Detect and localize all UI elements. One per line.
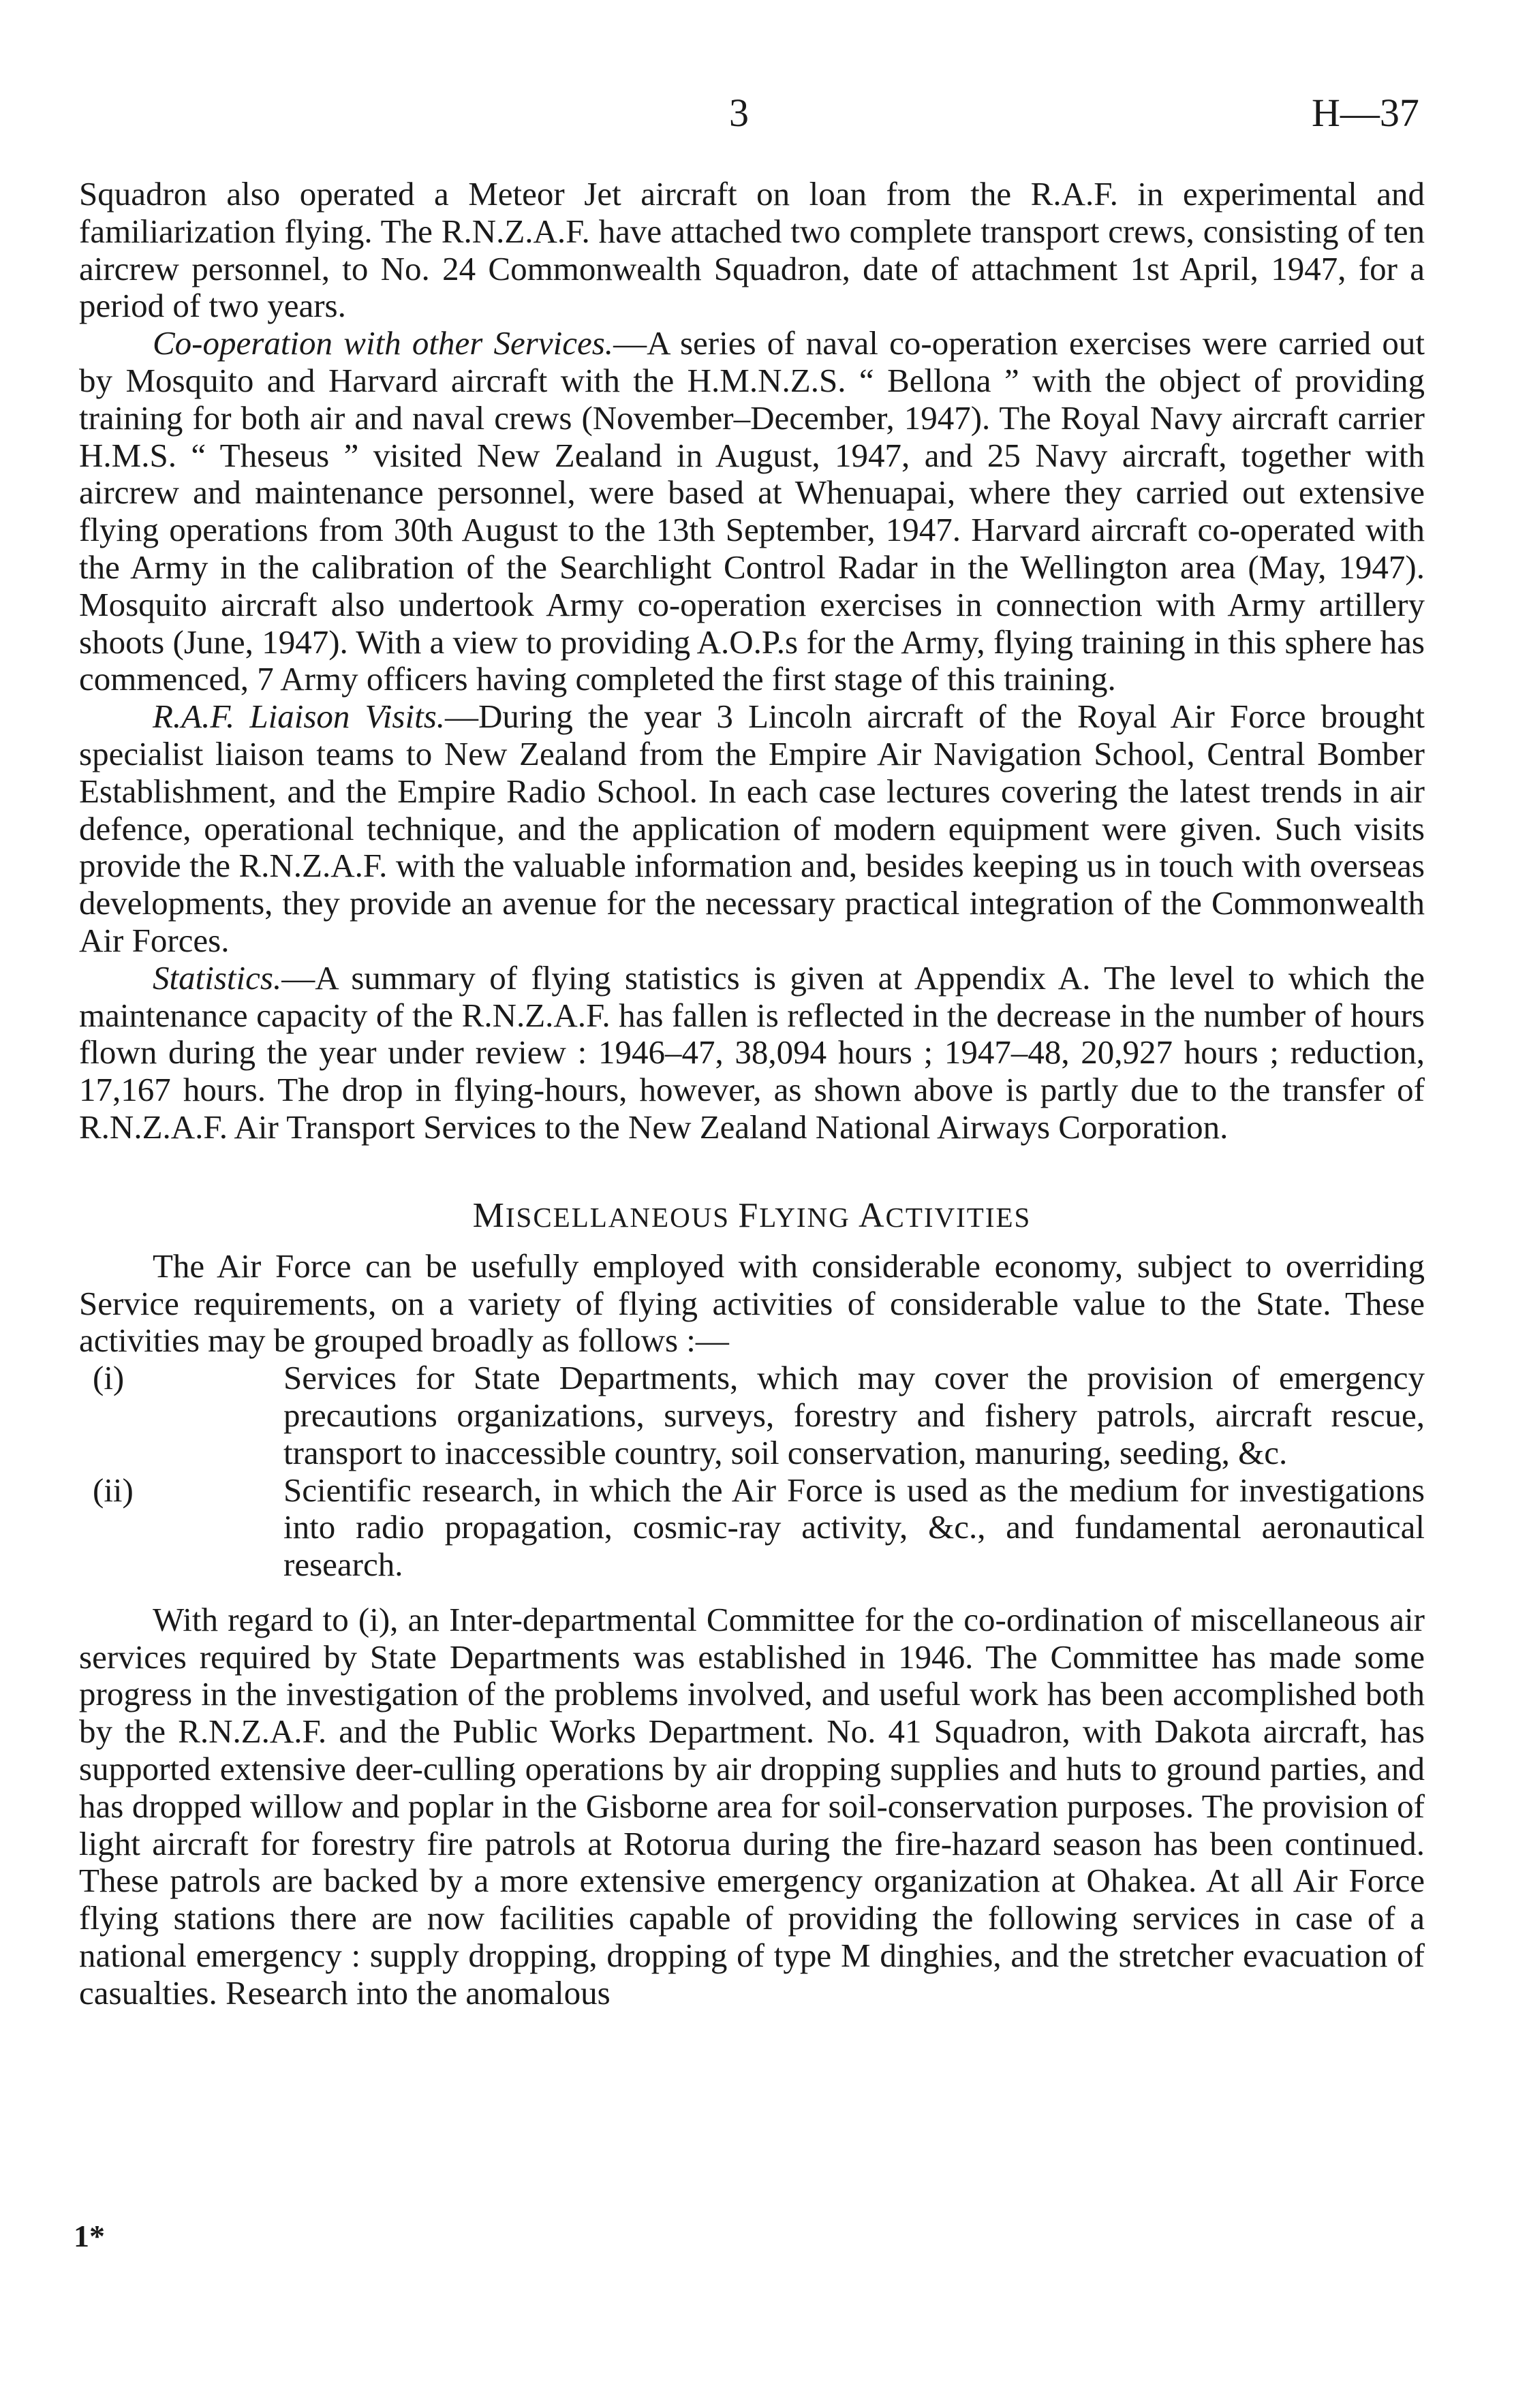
page-number: 3 [729, 91, 749, 135]
paragraph-cooperation-title: Co-operation with other Services. [153, 324, 614, 362]
paragraph-raf-liaison-title: R.A.F. Liaison Visits. [153, 698, 446, 736]
section-heading [79, 1197, 1425, 1236]
signature-mark: 1* [74, 2219, 105, 2253]
paragraph-raf-liaison [79, 698, 1425, 960]
paragraph-committee: With regard to (i), an Inter-departmental Committee for the co-ordination of miscellaneous air services required by State Departments was established in 1946. The Committee has made some progress in the investigation of the problems involved, and useful work has been accomplished both by the R.N.Z.A.F. and the Public Works Department. No. 41 Squadron, with Dakota aircraft, has supported extensive deer-culling operations by air dropping supplies and huts to ground parties, and has dropped willow and poplar in the Gisborne area for soil-conservation purposes. The provision of light aircraft for forestry fire patrols at Rotorua during the fire-hazard season has been continued. These patrols are backed by a more extensive emergency organization at Ohakea. At all Air Force flying stations there are now facilities capable of providing the following services in case of a national emergency : supply dropping, dropping of type M dinghies, and the stretcher evacuation of casualties. Research into the anomalous [79, 1600, 1425, 2012]
paragraph-statistics-text: —A summary of flying statistics is given at Appendix A. The level to which the maintenance capacity of the R.N.Z.A.F. has fallen is reflected in the decrease in the number of hours flown during the year under review : 1946–47, 38,094 hours ; 1947–48, 20,927 hours ; reduction, 17,167 hours. The drop in flying-hours, however, as shown above is partly due to the transfer of R.N.Z.A.F. Air Transport Services to the New Zealand National Airways Corporation. [79, 958, 1425, 1146]
paragraph-statistics [79, 960, 1425, 1146]
paragraph-cooperation-text: —A series of naval co-operation exercises were carried out by Mosquito and Harvard aircraft with the H.M.N.Z.S. “ Bellona ” with the object of providing training for both air and naval crews (November–December, 1947). The Royal Navy aircraft carrier H.M.S. “ Theseus ” visited New Zealand in August, 1947, and 25 Navy aircraft, together with aircrew and maintenance personnel, were based at Whenuapai, where they carried out extensive flying operations from 30th August to the 13th September, 1947. Harvard aircraft co-operated with the Army in the calibration of the Searchlight Control Radar in the Wellington area (May, 1947). Mosquito aircraft also undertook Army co-operation exercises in connection with Army artillery shoots (June, 1947). With a view to providing A.O.P.s for the Army, flying training in this sphere has commenced, 7 Army officers having completed the first stage of this training. [79, 324, 1425, 698]
list-item: (i) Services for State Departments, which may cover the provision of emergency precautions organizations, surveys, forestry and fishery patrols, aircraft rescue, transport to inaccessible country, soil conservation, manuring, seeding, &c. [93, 1359, 1425, 1471]
section-intro: The Air Force can be usefully employed with considerable economy, subject to overriding Service requirements, on a variety of flying activities of considerable value to the State. These activities may be grouped broadly as follows :— [79, 1247, 1425, 1360]
list-item: (ii) Scientific research, in which the Air Force is used as the medium for investigations into radio propagation, cosmic-ray activity, &c., and fundamental aeronautical research. [93, 1471, 1425, 1584]
list-item-text: Services for State Departments, which may cover the provision of emergency precautions organizations, surveys, forestry and fishery patrols, aircraft rescue, transport to inaccessible country, soil conservation, manuring, seeding, &c. [283, 1359, 1425, 1471]
paragraph-raf-liaison-text: —During the year 3 Lincoln aircraft of the Royal Air Force brought specialist liaison teams to New Zealand from the Empire Air Navigation School, Central Bomber Establishment, and the Empire Radio School. In each case lectures covering the latest trends in air defence, operational technique, and the application of modern equipment were given. Such visits provide the R.N.Z.A.F. with the valuable information and, besides keeping us in touch with overseas developments, they provide an avenue for the necessary practical integration of the Commonwealth Air Forces. [79, 698, 1425, 959]
body-text [79, 176, 1425, 2012]
document-reference: H—37 [1312, 91, 1419, 135]
paragraph-cooperation [79, 325, 1425, 698]
list-item-text: Scientific research, in which the Air Force is used as the medium for investigations into radio propagation, cosmic-ray activity, &c., and fundamental aeronautical research. [283, 1471, 1425, 1584]
paragraph-statistics-title: Statistics. [153, 958, 282, 997]
section-heading-text: MISCELLANEOUS FLYING ACTIVITIES [472, 1195, 1032, 1235]
paragraph-squadron: Squadron also operated a Meteor Jet aircraft on loan from the R.A.F. in experimental and familiarization flying. The R.N.Z.A.F. have attached two complete transport crews, consisting of ten aircrew personnel, to No. 24 Commonwealth Squadron, date of attachment 1st April, 1947, for a period of two years. [79, 175, 1425, 325]
